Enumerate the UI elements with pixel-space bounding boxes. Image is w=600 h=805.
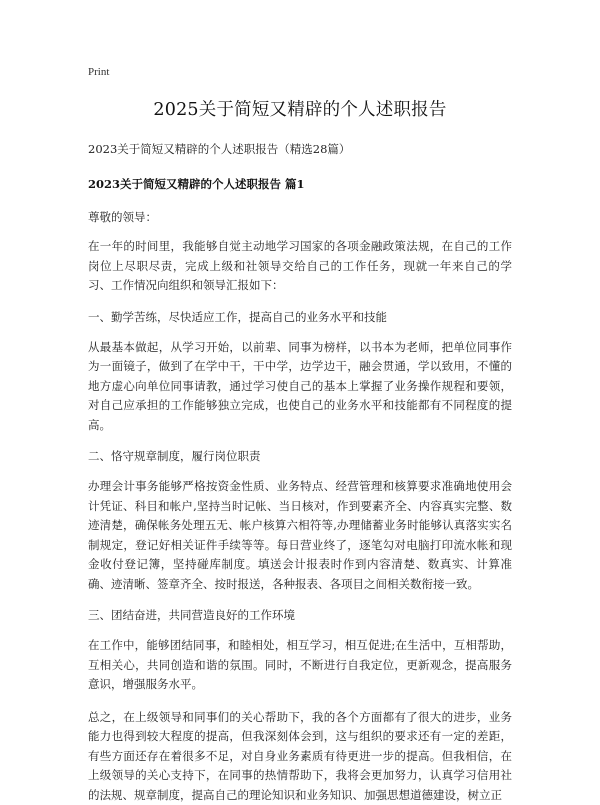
subheading-2: 二、恪守规章制度，履行岗位职责: [88, 448, 512, 464]
paragraph-1: 从最基本做起，从学习开始，以前辈、同事为榜样，以书本为老师，把单位同事作为一面镜子，做到了在学中干，干中学，边学边干，融会贯通，学以致用，不懂的地方虚心向单位同事请教，通过学习使自己的基本上掌握了业务操作规程和要领，对自己应承担的工作能够独立完成，也使自己的业务水平和技能都有不同程度的提高。: [88, 338, 512, 436]
paragraph-4: 总之，在上级领导和同事们的关心帮助下，我的各个方面都有了很大的进步，业务能力也得到较大程度的提高，但我深刻体会到，这与组织的要求还有一定的差距，有些方面还存在着很多不足，对自身业务素质有待更进一步的提高。但我相信，在上级领导的关心支持下，在同事的热情帮助下，我将会更加努力，认真学习信用社的法规、规章制度，提高自己的理论知识和业务知识、加强思想道德建设，树立正: [88, 708, 512, 805]
document-title: 2025关于简短又精辟的个人述职报告: [88, 96, 512, 121]
greeting: 尊敬的领导：: [88, 209, 512, 225]
section-heading: 2023关于简短又精辟的个人述职报告 篇1: [88, 176, 512, 192]
document-subtitle: 2023关于简短又精辟的个人述职报告（精选28篇）: [88, 141, 512, 157]
paragraph-3: 在工作中，能够团结同事，和睦相处，相互学习，相互促进;在生活中，互相帮助，互相关心，共同创造和谐的氛围。同时，不断进行自我定位，更新观念，提高服务意识，增强服务水平。: [88, 636, 512, 695]
intro-paragraph: 在一年的时间里，我能够自觉主动地学习国家的各项金融政策法规，在自己的工作岗位上尽职尽责，完成上级和社领导交给自己的工作任务，现就一年来自己的学习、工作情况向组织和领导汇报如下：: [88, 237, 512, 296]
subheading-3: 三、团结奋进，共同营造良好的工作环境: [88, 607, 512, 623]
print-label: Print: [88, 66, 512, 78]
paragraph-2: 办理会计事务能够严格按资金性质、业务特点、经营管理和核算要求准确地使用会计凭证、科目和帐户,坚持当时记帐、当日核对，作到要素齐全、内容真实完整、数迹清楚，确保帐务处理五无、帐户核算六相符等,办理储蓄业务时能够认真落实实名制规定，登记好相关证件手续等等。每日营业终了，逐笔勾对电脑打印流水帐和现金收付登记簿，坚持碰库制度。填送会计报表时作到内容清楚、数真实、计算准确、迹清晰、签章齐全、按时报送，各种报表、各项目之间相关数衔接一致。: [88, 477, 512, 594]
subheading-1: 一、勤学苦练，尽快适应工作，提高自己的业务水平和技能: [88, 309, 512, 325]
